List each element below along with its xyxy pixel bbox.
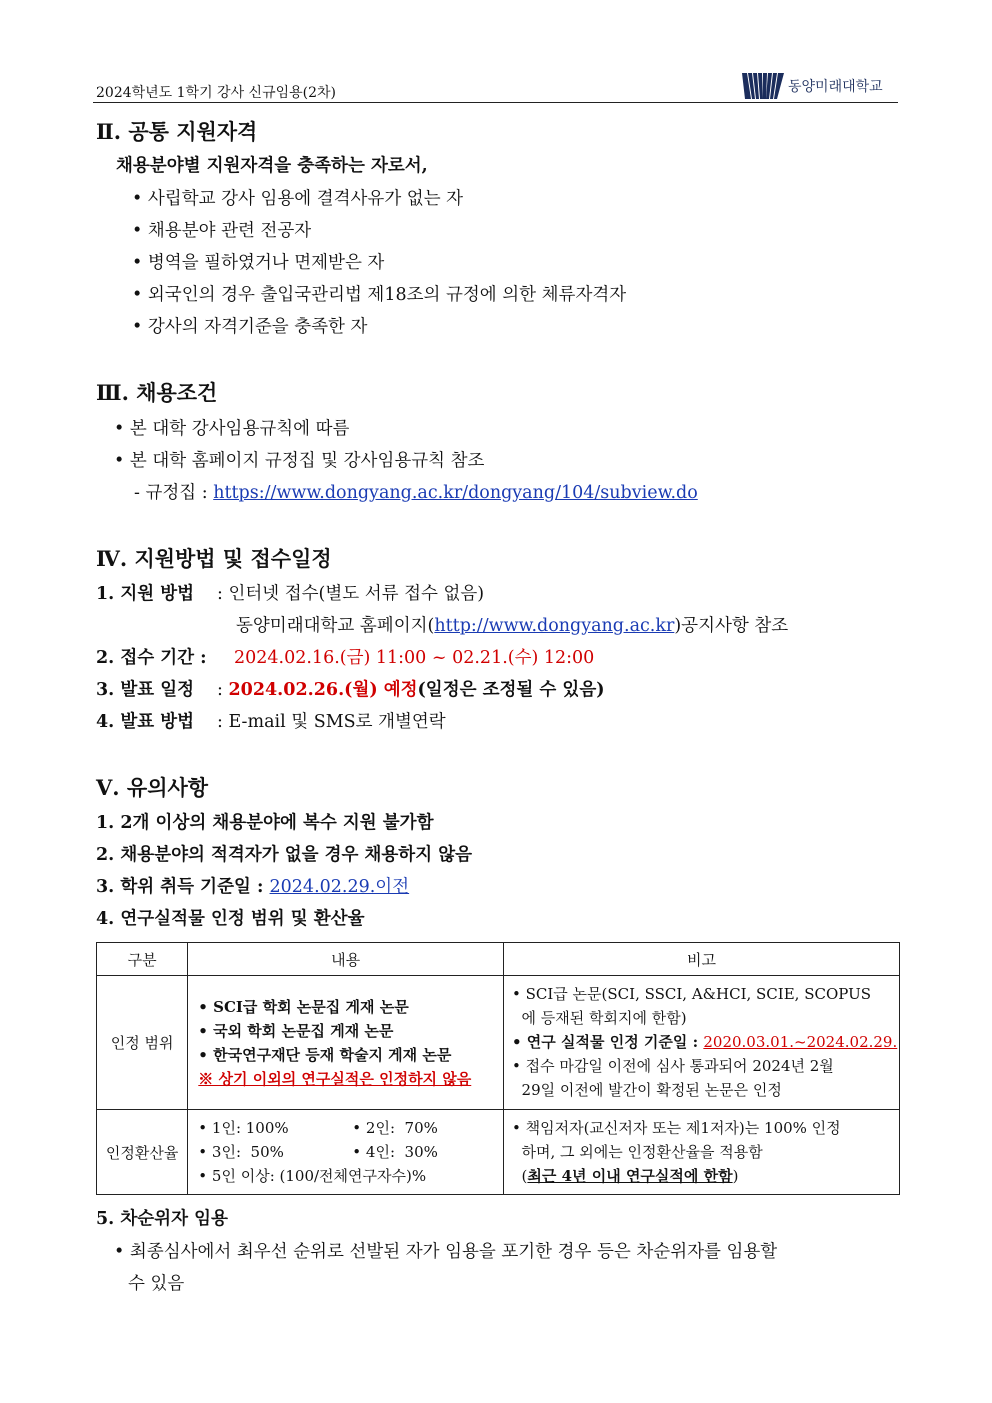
condition-item: • 본 대학 강사임용규칙에 따름 [114,419,350,439]
content-item: • SCI급 학회 논문집 게재 논문 [198,997,409,1016]
qualification-item: • 강사의 자격기준을 충족한 자 [132,317,368,337]
announcement-note: (일정은 조정될 수 있음) [417,680,605,700]
apply-method-homepage [236,612,788,637]
qualification-item: • 병역을 필하였거나 면제받은 자 [132,253,385,273]
homepage-suffix: )공지사항 참조 [674,616,789,636]
conversion-note [504,1110,900,1195]
qualification-item: • 외국인의 경우 출입국관리법 제18조의 규정에 의한 체류자격자 [132,285,627,305]
homepage-prefix: 동양미래대학교 홈페이지( [236,616,435,636]
content-warning: ※ 상기 이외의 연구실적은 인정하지 않음 [198,1069,472,1088]
note-paren: ) [732,1167,739,1185]
header-divider [93,102,898,103]
table-header: 내용 [188,943,504,976]
note-line: 에 등재된 학회지에 한함) [512,1009,687,1027]
homepage-link[interactable]: http://www.dongyang.ac.kr [434,616,675,636]
research-table [96,942,900,1195]
notice-item-5: 5. 차순위자 임용 [96,1209,228,1229]
notice-item-3 [96,873,409,898]
table-header-row [97,943,900,976]
note-line: 하며, 그 외에는 인정환산율을 적용함 [512,1143,763,1161]
conversion-rates [188,1110,504,1195]
table-row [97,976,900,1110]
note-line [512,1030,899,1054]
condition-item: • 본 대학 홈페이지 규정집 및 강사임용규칙 참조 [114,451,485,471]
row-label: 인정 범위 [97,976,188,1110]
notice-item-5-text-cont: 수 있음 [128,1274,185,1294]
notify-method-value: : E-mail 및 SMS로 개별연락 [217,712,446,732]
rate-item: • 5인 이상: (100/전체연구자수)% [198,1167,427,1185]
section-2-heading: Ⅱ. 공통 지원자격 [96,119,258,144]
recognition-note [504,976,900,1110]
regulation-link[interactable]: https://www.dongyang.ac.kr/dongyang/104/subview.do [213,483,698,503]
note-line [512,1164,899,1188]
note-paren: ( [512,1167,528,1185]
row-label: 인정환산율 [97,1110,188,1195]
qualification-item: • 사립학교 강사 임용에 결격사유가 없는 자 [132,189,464,209]
qualification-item: • 채용분야 관련 전공자 [132,221,312,241]
notice-item-1: 1. 2개 이상의 채용분야에 복수 지원 불가함 [96,813,434,833]
note-line: • 책임저자(교신저자 또는 제1저자)는 100% 인정 [512,1119,841,1137]
notice-item-2: 2. 채용분야의 적격자가 없을 경우 채용하지 않음 [96,845,473,865]
rate-item: • 2인: 70% [352,1119,438,1137]
section-3-heading: Ⅲ. 채용조건 [96,380,218,405]
recognition-content [188,976,504,1110]
table-header: 비고 [504,943,900,976]
application-period-value: 2024.02.16.(금) 11:00 ~ 02.21.(수) 12:00 [234,648,595,668]
note-line: • SCI급 논문(SCI, SSCI, A&HCI, SCIE, SCOPUS [512,985,871,1003]
degree-date-label: 3. 학위 취득 기준일 : [96,877,270,897]
announcement-colon: : [217,680,229,700]
rate-item: • 3인: 50% [198,1143,284,1161]
notice-item-4: 4. 연구실적물 인정 범위 및 환산율 [96,909,365,929]
application-period-label: 2. 접수 기간 : [96,648,207,668]
table-header: 구분 [97,943,188,976]
announcement-row [217,676,605,701]
apply-method-label: 1. 지원 방법 [96,584,195,604]
university-logo [742,72,883,100]
apply-method-value: : 인터넷 접수(별도 서류 접수 없음) [217,584,485,604]
rate-item: • 4인: 30% [352,1143,438,1161]
rate-item: • 1인: 100% [198,1119,289,1137]
table-row [97,1110,900,1195]
note-line: 29일 이전에 발간이 확정된 논문은 인정 [512,1081,782,1099]
logo-icon [742,73,784,99]
regulation-label: - 규정집 : [134,483,214,503]
recent-4-years-note: 최근 4년 이내 연구실적에 한함 [527,1167,733,1185]
notice-item-5-text: • 최종심사에서 최우선 순위로 선발된 자가 임용을 포기한 경우 등은 차순위자를 임용할 [114,1242,778,1262]
announcement-label: 3. 발표 일정 [96,680,195,700]
section-4-heading: Ⅳ. 지원방법 및 접수일정 [96,546,332,571]
logo-text: 동양미래대학교 [788,79,883,95]
apply-method-row [96,580,194,605]
section-2-intro: 채용분야별 지원자격을 충족하는 자로서, [116,156,428,176]
note-date-label: • 연구 실적물 인정 기준일 : [512,1033,704,1051]
document-title: 2024학년도 1학기 강사 신규임용(2차) [96,85,337,101]
content-item: • 국외 학회 논문집 게재 논문 [198,1021,394,1040]
announcement-date: 2024.02.26.(월) 예정 [228,680,418,700]
regulation-line [134,479,698,504]
note-line: • 접수 마감일 이전에 심사 통과되어 2024년 2월 [512,1057,834,1075]
content-item: • 한국연구재단 등재 학술지 게재 논문 [198,1045,452,1064]
note-date-value: 2020.03.01.~2024.02.29. [703,1033,898,1051]
degree-date-value: 2024.02.29.이전 [269,877,410,897]
notify-method-label: 4. 발표 방법 [96,712,195,732]
section-5-heading: Ⅴ. 유의사항 [96,775,209,800]
